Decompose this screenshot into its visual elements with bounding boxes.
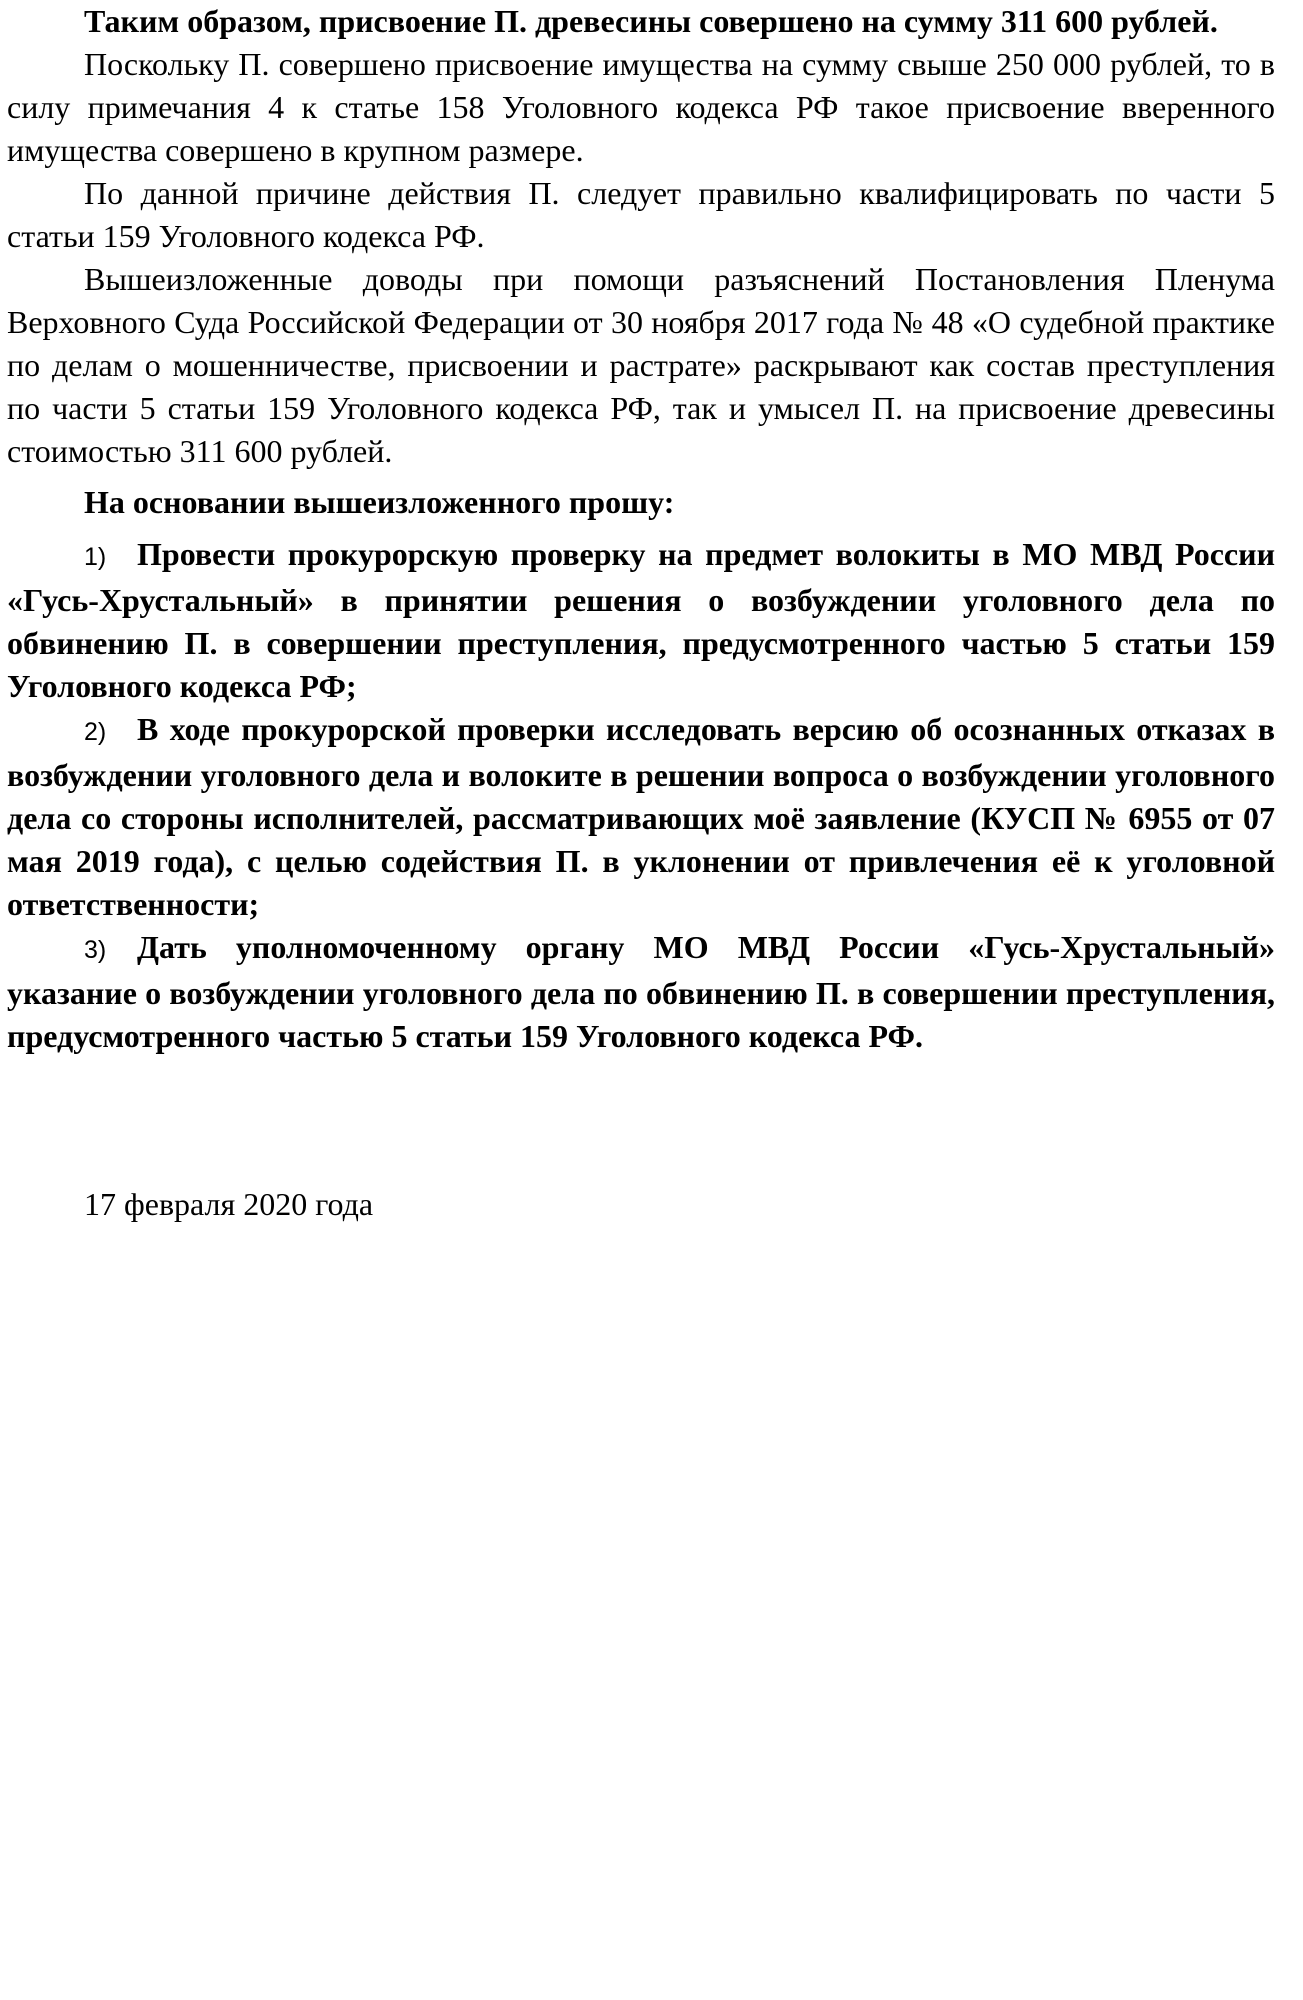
paragraph-qualification: По данной причине действия П. следует правильно квалифицировать по части 5 статьи 159 Уголовного кодекса РФ. [7,175,1275,254]
request-item-3 [7,926,1275,1058]
request-item-text: В ходе прокурорской проверки исследовать версию об осознанных отказах в возбуждении уголовного дела и волоките в решении вопроса о возбуждении уголовного дела со стороны исполнителей, рассматривающих моё заявление (КУСП № 6955 от 07 мая 2019 года), с целью содействия П. в уклонении от привлечения её к уголовной ответственности; [7,711,1275,922]
request-item-1 [7,533,1275,708]
document-body [7,0,1275,1058]
request-item-text: Провести прокурорскую проверку на предмет волокиты в МО МВД России «Гусь-Хрустальный» в принятии решения о возбуждении уголовного дела по обвинению П. в совершении преступления, предусмотренного частью 5 статьи 159 Уголовного кодекса РФ; [7,536,1275,704]
paragraph-conclusion-amount: Таким образом, присвоение П. древесины совершено на сумму 311 600 рублей. [84,3,1218,39]
document-date: 17 февраля 2020 года [84,1186,374,1222]
request-item-text: Дать уполномоченному органу МО МВД России «Гусь-Хрустальный» указание о возбуждении уголовного дела по обвинению П. в совершении преступления, предусмотренного частью 5 статьи 159 Уголовного кодекса РФ. [7,929,1275,1054]
request-heading: На основании вышеизложенного прошу: [84,484,675,520]
request-item-number: 1) [84,543,107,571]
paragraph-plenum-reference: Вышеизложенные доводы при помощи разъяснений Постановления Пленума Верховного Суда Российской Федерации от 30 ноября 2017 года № 48 «О судебной практике по делам о мошенничестве, присвоении и растрате» раскрывают как состав преступления по части 5 статьи 159 Уголовного кодекса РФ, так и умысел П. на присвоение древесины стоимостью 311 600 рублей. [7,261,1275,469]
request-item-number: 3) [84,936,107,964]
request-item-2 [7,708,1275,926]
request-item-number: 2) [84,718,107,746]
paragraph-large-scale: Поскольку П. совершено присвоение имущества на сумму свыше 250 000 рублей, то в силу примечания 4 к статье 158 Уголовного кодекса РФ такое присвоение вверенного имущества совершено в крупном размере. [7,46,1275,168]
